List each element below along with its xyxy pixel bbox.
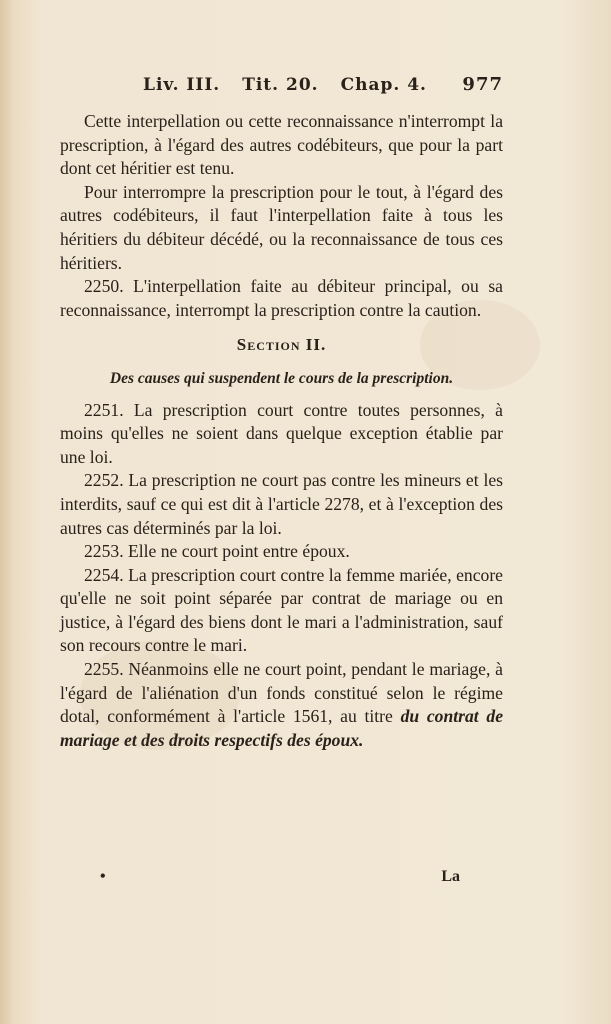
page-footer [100, 868, 460, 886]
article-2251: 2251. La prescription court contre toutes personnes, à moins qu'elles ne soient dans quelque exception établie par une loi. [60, 399, 503, 467]
section-title: Section II. [236, 335, 327, 355]
catchword: La [441, 868, 460, 885]
header-titre: Tit. 20. [242, 75, 319, 95]
running-header [143, 74, 503, 95]
body-text [60, 110, 503, 752]
article-2250: 2250. L'interpellation faite au débiteur principal, ou sa reconnaissance, interrompt la prescription contre la caution. [60, 276, 503, 320]
header-livre: Liv. III. [143, 75, 221, 95]
section-subtitle: Des causes qui suspendent le cours de la prescription. [109, 369, 454, 387]
article-2254: 2254. La prescription court contre la femme mariée, encore qu'elle ne soit point séparée par contrat de mariage ou en justice, à l'égard des biens dont le mari a l'administration, sauf son recours contre le mari. [60, 564, 503, 656]
page-number: 977 [462, 74, 503, 95]
header-chapitre: Chap. 4. [340, 75, 427, 95]
article-2255 [60, 658, 503, 752]
article-2252: 2252. La prescription ne court pas contre les mineurs et les interdits, sauf ce qui est dit à l'article 2278, et à l'exception des autres cas déterminés par la loi. [60, 470, 503, 538]
article-2253: 2253. Elle ne court point entre époux. [84, 541, 350, 562]
paragraph: Cette interpellation ou cette reconnaissance n'interrompt la prescription, à l'égard des autres codébiteurs, que pour la part dont cet héritier est tenu. [60, 111, 503, 179]
article-2255-text: 2255. Néanmoins elle ne court point, pendant le mariage, à l'égard de l'aliénation d'un fonds constitué selon le régime dotal, conformément à l'article 1561, au titre [60, 659, 503, 727]
signature-mark: • [100, 868, 106, 885]
article-2255-italic: du contrat de mariage et des droits respectifs des époux. [60, 706, 503, 750]
paragraph: Pour interrompre la prescription pour le tout, à l'égard des autres codébiteurs, il faut l'interpellation faite à tous les héritiers du débiteur décédé, ou la reconnaissance de tous ces héritiers. [60, 181, 503, 273]
